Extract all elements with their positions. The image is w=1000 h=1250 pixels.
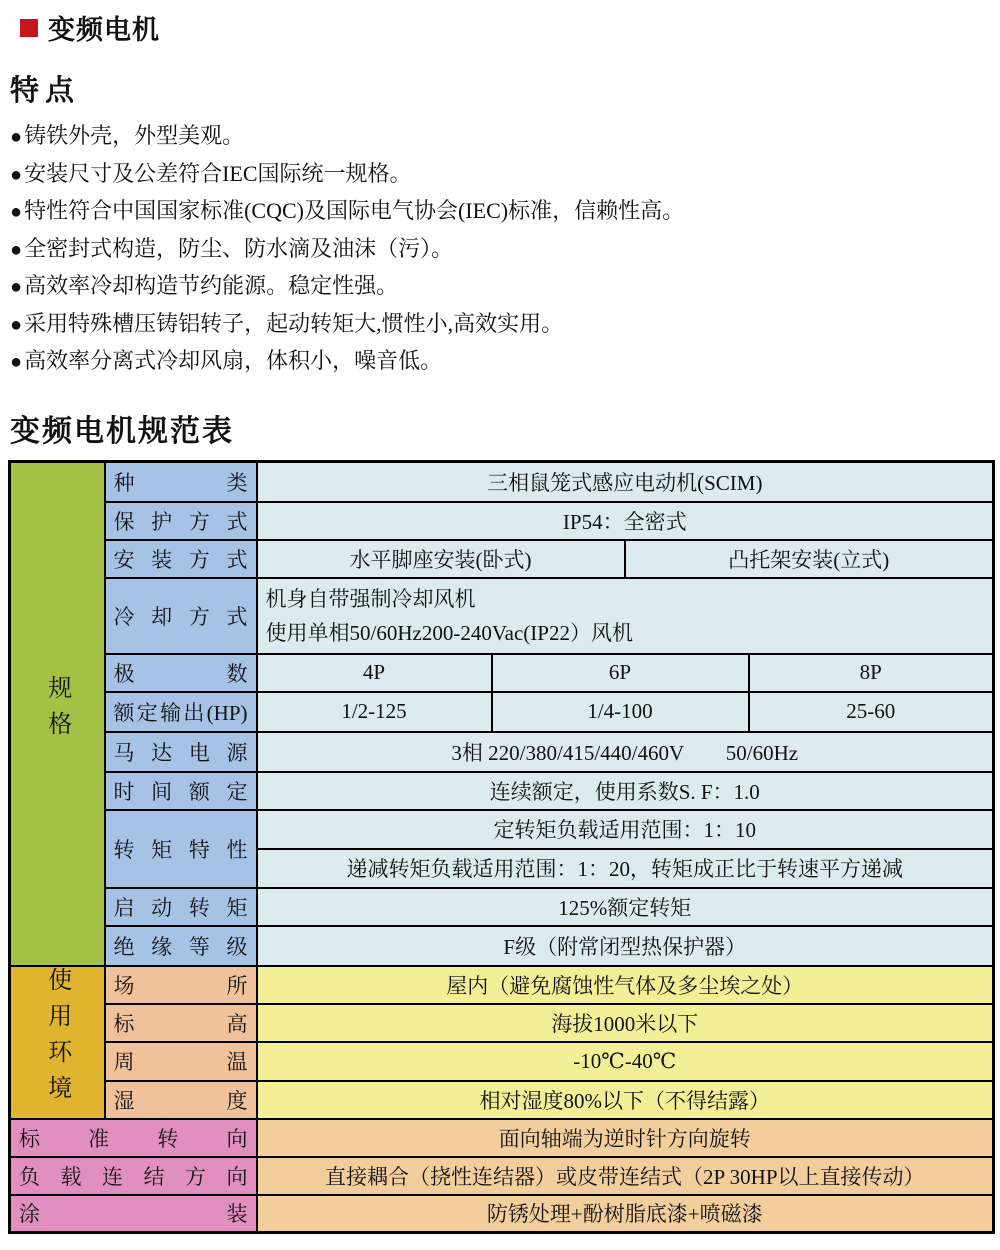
row-label-protection: 保 护 方 式 <box>105 502 257 540</box>
bullet-icon: ● <box>10 238 23 261</box>
row-label-torque: 转 矩 特 性 <box>105 810 257 888</box>
feature-item <box>10 156 684 194</box>
spec-table <box>8 460 995 1234</box>
row-label-insulation: 绝 缘 等 级 <box>105 926 257 966</box>
row-value-ambient-temp: -10℃-40℃ <box>257 1042 994 1081</box>
cooling-line-1: 机身自带强制冷却风机 <box>265 586 476 611</box>
row-value-torque-2: 递减转矩负载适用范围：1：20，转矩成正比于转速平方递减 <box>257 849 994 888</box>
row-value-output-4p: 1/2-125 <box>257 692 492 732</box>
row-label-poles: 极 数 <box>105 654 257 692</box>
page-title: 变频电机 <box>48 15 160 45</box>
feature-text: 铸铁外壳，外型美观。 <box>24 123 245 148</box>
features-list <box>10 118 684 381</box>
feature-item <box>10 193 684 231</box>
row-value-protection: IP54：全密式 <box>257 502 994 540</box>
bullet-icon: ● <box>10 313 23 336</box>
row-label-coating: 涂 装 <box>10 1195 257 1233</box>
row-label-motor-power: 马 达 电 源 <box>105 732 257 772</box>
row-label-mounting: 安 装 方 式 <box>105 540 257 578</box>
row-value-torque-1: 定转矩负载适用范围：1：10 <box>257 810 994 849</box>
row-value-poles-6p: 6P <box>492 654 749 692</box>
row-value-output-8p: 25-60 <box>749 692 994 732</box>
row-value-mounting-1: 水平脚座安装(卧式) <box>257 540 625 578</box>
row-value-humidity: 相对湿度80%以下（不得结露） <box>257 1081 994 1119</box>
row-value-output-6p: 1/4-100 <box>492 692 749 732</box>
band-label-spec: 规格 <box>43 674 70 747</box>
feature-item <box>10 343 684 381</box>
row-value-start-torque: 125%额定转矩 <box>257 888 994 926</box>
bullet-icon: ● <box>10 126 23 148</box>
row-label-time-rating: 时 间 额 定 <box>105 772 257 810</box>
bullet-icon: ● <box>10 276 23 298</box>
feature-text: 特性符合中国国家标准(CQC)及国际电气协会(IEC)标准，信赖性高。 <box>24 198 685 223</box>
row-value-time-rating: 连续额定，使用系数S. F：1.0 <box>257 772 994 810</box>
row-label-location: 场 所 <box>105 966 257 1004</box>
feature-text: 安装尺寸及公差符合IEC国际统一规格。 <box>24 160 412 186</box>
row-value-kind: 三相鼠笼式感应电动机(SCIM) <box>257 462 994 502</box>
row-value-coupling: 直接耦合（挠性连结器）或皮带连结式（2P 30HP以上直接传动） <box>257 1157 994 1195</box>
row-label-coupling: 负 载 连 结 方 向 <box>10 1157 257 1195</box>
bullet-icon: ● <box>10 163 23 186</box>
row-value-insulation: F级（附常闭型热保护器） <box>257 926 994 966</box>
feature-text: 全密封式构造，防尘、防水滴及油沫（污）。 <box>24 235 454 261</box>
section-band-env <box>10 966 105 1119</box>
bullet-icon: ● <box>10 201 23 223</box>
row-label-rotation: 标 准 转 向 <box>10 1119 257 1157</box>
row-label-rated-output: 额定输出(HP) <box>105 692 257 732</box>
feature-text: 高效率分离式冷却风扇，体积小，噪音低。 <box>24 348 443 373</box>
bullet-icon: ● <box>10 351 23 373</box>
features-heading: 特点 <box>10 75 81 107</box>
document-title-row <box>20 8 160 47</box>
row-value-poles-8p: 8P <box>749 654 994 692</box>
row-value-rotation: 面向轴端为逆时针方向旋转 <box>257 1119 994 1157</box>
row-value-altitude: 海拔1000米以下 <box>257 1004 994 1042</box>
row-label-start-torque: 启 动 转 矩 <box>105 888 257 926</box>
feature-item <box>10 268 684 306</box>
feature-text: 高效率冷却构造节约能源。稳定性强。 <box>24 273 399 298</box>
feature-text: 采用特殊槽压铸铝转子，起动转矩大,惯性小,高效实用。 <box>24 310 564 336</box>
band-label-env: 使用环境 <box>43 967 70 1111</box>
feature-item <box>10 231 684 269</box>
row-value-coating: 防锈处理+酚树脂底漆+喷磁漆 <box>257 1195 994 1233</box>
row-label-cooling: 冷 却 方 式 <box>105 578 257 654</box>
feature-item <box>10 118 684 156</box>
row-value-location: 屋内（避免腐蚀性气体及多尘埃之处） <box>257 966 994 1004</box>
row-label-altitude: 标 高 <box>105 1004 257 1042</box>
cooling-line-2: 使用单相50/60Hz200-240Vac(IP22）风机 <box>265 620 633 645</box>
row-label-kind: 种 类 <box>105 462 257 502</box>
feature-item <box>10 306 684 344</box>
row-value-mounting-2: 凸托架安装(立式) <box>625 540 994 578</box>
spec-table-heading: 变频电机规范表 <box>10 415 234 448</box>
row-label-ambient-temp: 周 温 <box>105 1042 257 1081</box>
row-value-poles-4p: 4P <box>257 654 492 692</box>
red-square-icon <box>20 19 38 37</box>
section-band-spec <box>10 462 105 966</box>
row-value-motor-power: 3相 220/380/415/440/460V 50/60Hz <box>257 732 994 772</box>
row-value-cooling <box>257 578 994 654</box>
row-label-humidity: 湿 度 <box>105 1081 257 1119</box>
